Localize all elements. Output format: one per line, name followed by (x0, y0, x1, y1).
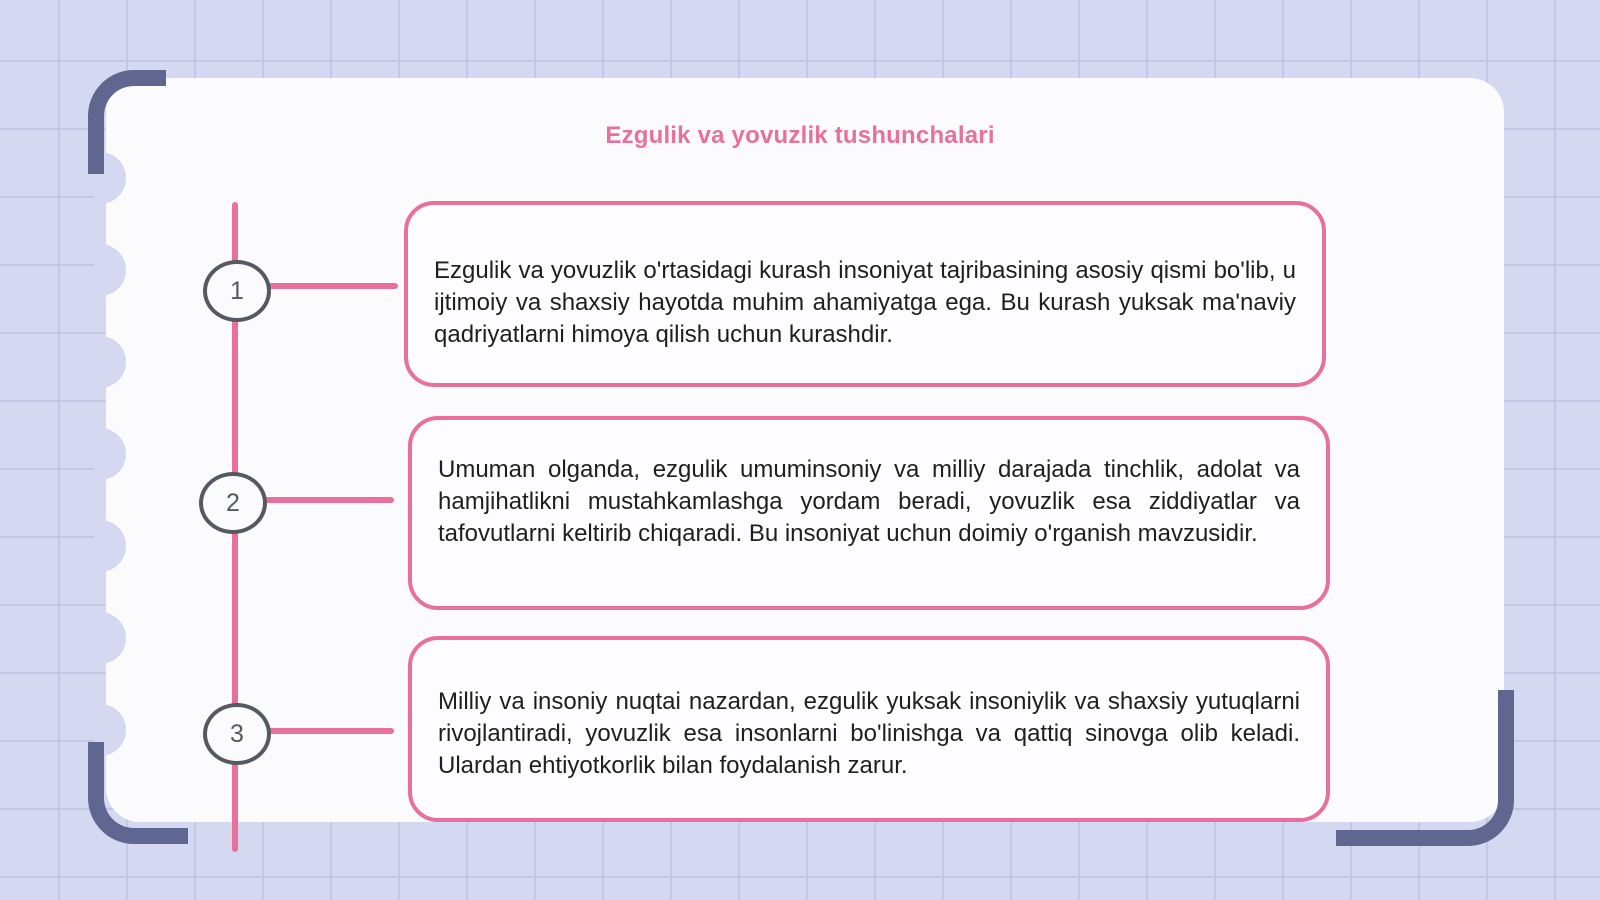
timeline-connector-2 (262, 497, 394, 503)
corner-bracket-bottom-right (1336, 690, 1514, 846)
step-number-label: 3 (230, 719, 244, 748)
step-number-label: 1 (230, 276, 244, 305)
step-number-2 (199, 472, 267, 534)
corner-bracket-bottom-left (88, 742, 188, 844)
timeline-connector-3 (266, 728, 394, 734)
step-number-label: 2 (226, 488, 240, 517)
step-number-1 (203, 260, 271, 322)
content-text-1: Ezgulik va yovuzlik o'rtasidagi kurash insoniyat tajribasining asosiy qismi bo'lib, u ijtimoiy va shaxsiy hayotda muhim ahamiyatga ega. Bu kurash yuksak ma'naviy qadriyatlarni himoya qilish uchun kurashdir. (434, 257, 1296, 348)
content-text-3: Milliy va insoniy nuqtai nazardan, ezgulik yuksak insoniylik va shaxsiy yutuqlarni rivojlantiradi, yovuzlik esa insonlarni bo'linishga va qattiq sinovga olib keladi. Ulardan ehtiyotkorlik bilan foydalanish zarur. (438, 688, 1300, 779)
timeline-connector-1 (266, 283, 398, 289)
content-box-1 (404, 201, 1326, 387)
content-box-2 (408, 416, 1330, 610)
slide-title: Ezgulik va yovuzlik tushunchalari (605, 122, 995, 149)
content-text-2: Umuman olganda, ezgulik umuminsoniy va milliy darajada tinchlik, adolat va hamjihatlikni mustahkamlashga yordam beradi, yovuzlik esa ziddiyatlar va tafovutlarni keltirib chiqaradi. Bu insoniyat uchun doimiy o'rganish mavzusidir. (438, 456, 1300, 547)
step-number-3 (203, 703, 271, 765)
content-box-3 (408, 636, 1330, 822)
